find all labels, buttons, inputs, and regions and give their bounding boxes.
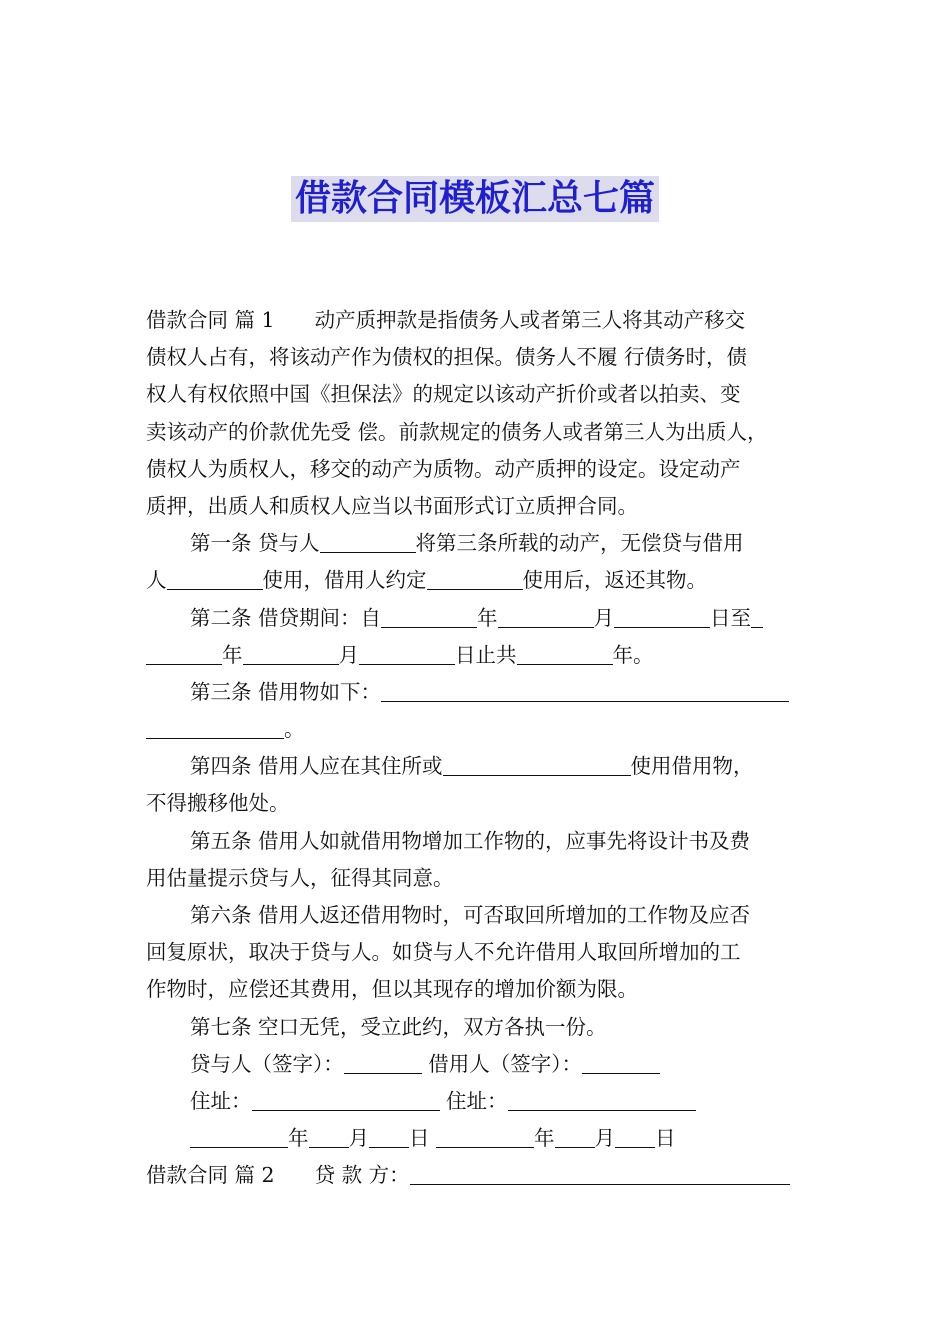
blank-line xyxy=(190,1125,288,1148)
article-3 xyxy=(146,674,826,711)
date-line xyxy=(146,1120,826,1157)
paragraph-line: 债权人占有，将该动产作为债权的担保。债务人不履 行债务时，债 xyxy=(146,345,748,370)
article-2 xyxy=(146,600,826,637)
article-6-cont: 作物时，应偿还其费用，但以其现存的增加价额为限。 xyxy=(146,977,638,1002)
article-1-cont xyxy=(146,562,826,599)
article-4 xyxy=(146,748,826,785)
text: 住址： xyxy=(190,1088,252,1113)
text: 月 xyxy=(348,1126,369,1151)
article-6: 第六条 借用人返还借用物时，可否取回所增加的工作物及应否 xyxy=(190,903,751,927)
article-7: 第七条 空口无凭，受立此约，双方各执一份。 xyxy=(190,1014,607,1039)
blank-line xyxy=(359,642,455,665)
blank-line xyxy=(614,605,710,628)
article-5-cont: 用估量提示贷与人，征得其同意。 xyxy=(146,865,454,890)
blank-line xyxy=(369,1125,409,1148)
text: 贷 款 方： xyxy=(314,1163,410,1188)
text: 年 xyxy=(222,642,243,667)
blank-line xyxy=(443,753,631,776)
text: 日至 xyxy=(710,605,752,630)
blank-line xyxy=(751,605,763,628)
blank-line xyxy=(582,1051,660,1074)
text: 年 xyxy=(534,1126,555,1151)
text: 月 xyxy=(594,1126,616,1151)
text: 。 xyxy=(284,717,305,742)
document-title: 借款合同模板汇总七篇 xyxy=(291,176,659,222)
text: 第二条 借贷期间：自 xyxy=(190,605,382,630)
title-block xyxy=(0,176,950,222)
text: 使用后，返还其物。 xyxy=(522,568,707,593)
blank-line xyxy=(498,605,594,628)
paragraph-line xyxy=(146,302,826,339)
text: 贷与人（签字）： xyxy=(190,1051,344,1076)
text: 人 xyxy=(146,568,167,593)
article-6-cont: 回复原状，取决于贷与人。如贷与人不允许借用人取回所增加的工 xyxy=(146,940,741,965)
text: 使用借用物， xyxy=(630,754,754,779)
blank-line xyxy=(381,605,477,628)
paragraph-line: 卖该动产的价款优先受 偿。前款规定的债务人或者第三人为出质人， xyxy=(146,419,768,444)
article-5: 第五条 借用人如就借用物增加工作物的，应事先将设计书及费 xyxy=(190,828,751,853)
blank-line xyxy=(517,642,613,665)
blank-line xyxy=(555,1125,595,1148)
blank-line xyxy=(309,1125,349,1148)
article-3-cont xyxy=(146,711,826,748)
text: 动产质押款是指债务人或者第三人将其动产移交 xyxy=(314,308,746,332)
text: 月 xyxy=(593,605,615,630)
text: 将第三条所载的动产，无偿贷与借用 xyxy=(415,531,744,556)
text: 年 xyxy=(477,605,498,630)
paragraph-line: 债权人为质权人，移交的动产为质物。动产质押的设定。设定动产 xyxy=(146,456,741,481)
article-1 xyxy=(146,525,826,562)
blank-line xyxy=(615,1125,655,1148)
text: 第三条 借用物如下： xyxy=(190,679,382,704)
article-4-cont: 不得搬移他处。 xyxy=(146,791,290,816)
text: 日止共 xyxy=(455,642,517,667)
text: 月 xyxy=(338,642,359,667)
signature-line xyxy=(146,1046,826,1083)
text: 第一条 贷与人 xyxy=(190,531,320,556)
text: 日 xyxy=(409,1126,430,1151)
section-heading: 借款合同 篇 1 xyxy=(146,308,275,332)
document-body xyxy=(146,302,826,1195)
blank-line xyxy=(146,716,284,739)
text: 年 xyxy=(288,1126,309,1151)
blank-line xyxy=(436,1125,534,1148)
blank-line xyxy=(167,567,263,590)
text: 第四条 借用人应在其住所或 xyxy=(190,754,443,779)
blank-line xyxy=(508,1088,696,1111)
text: 日 xyxy=(655,1126,676,1151)
blank-line xyxy=(410,1162,790,1185)
text: 住址： xyxy=(446,1088,508,1113)
blank-line xyxy=(146,642,222,665)
blank-line xyxy=(427,567,523,590)
text: 借用人（签字）： xyxy=(428,1051,583,1076)
blank-line xyxy=(381,679,789,702)
blank-line xyxy=(243,642,339,665)
paragraph-line: 质押，出质人和质权人应当以书面形式订立质押合同。 xyxy=(146,493,638,518)
blank-line xyxy=(344,1051,422,1074)
text: 使用，借用人约定 xyxy=(262,568,427,593)
blank-line xyxy=(252,1088,440,1111)
paragraph-line: 权人有权依照中国《担保法》的规定以该动产折价或者以拍卖、变 xyxy=(146,382,741,407)
section-2-start xyxy=(146,1157,826,1194)
section-heading: 借款合同 篇 2 xyxy=(146,1163,275,1188)
blank-line xyxy=(320,530,416,553)
text: 年。 xyxy=(612,642,654,667)
address-line xyxy=(146,1083,826,1120)
article-2-cont xyxy=(146,637,826,674)
